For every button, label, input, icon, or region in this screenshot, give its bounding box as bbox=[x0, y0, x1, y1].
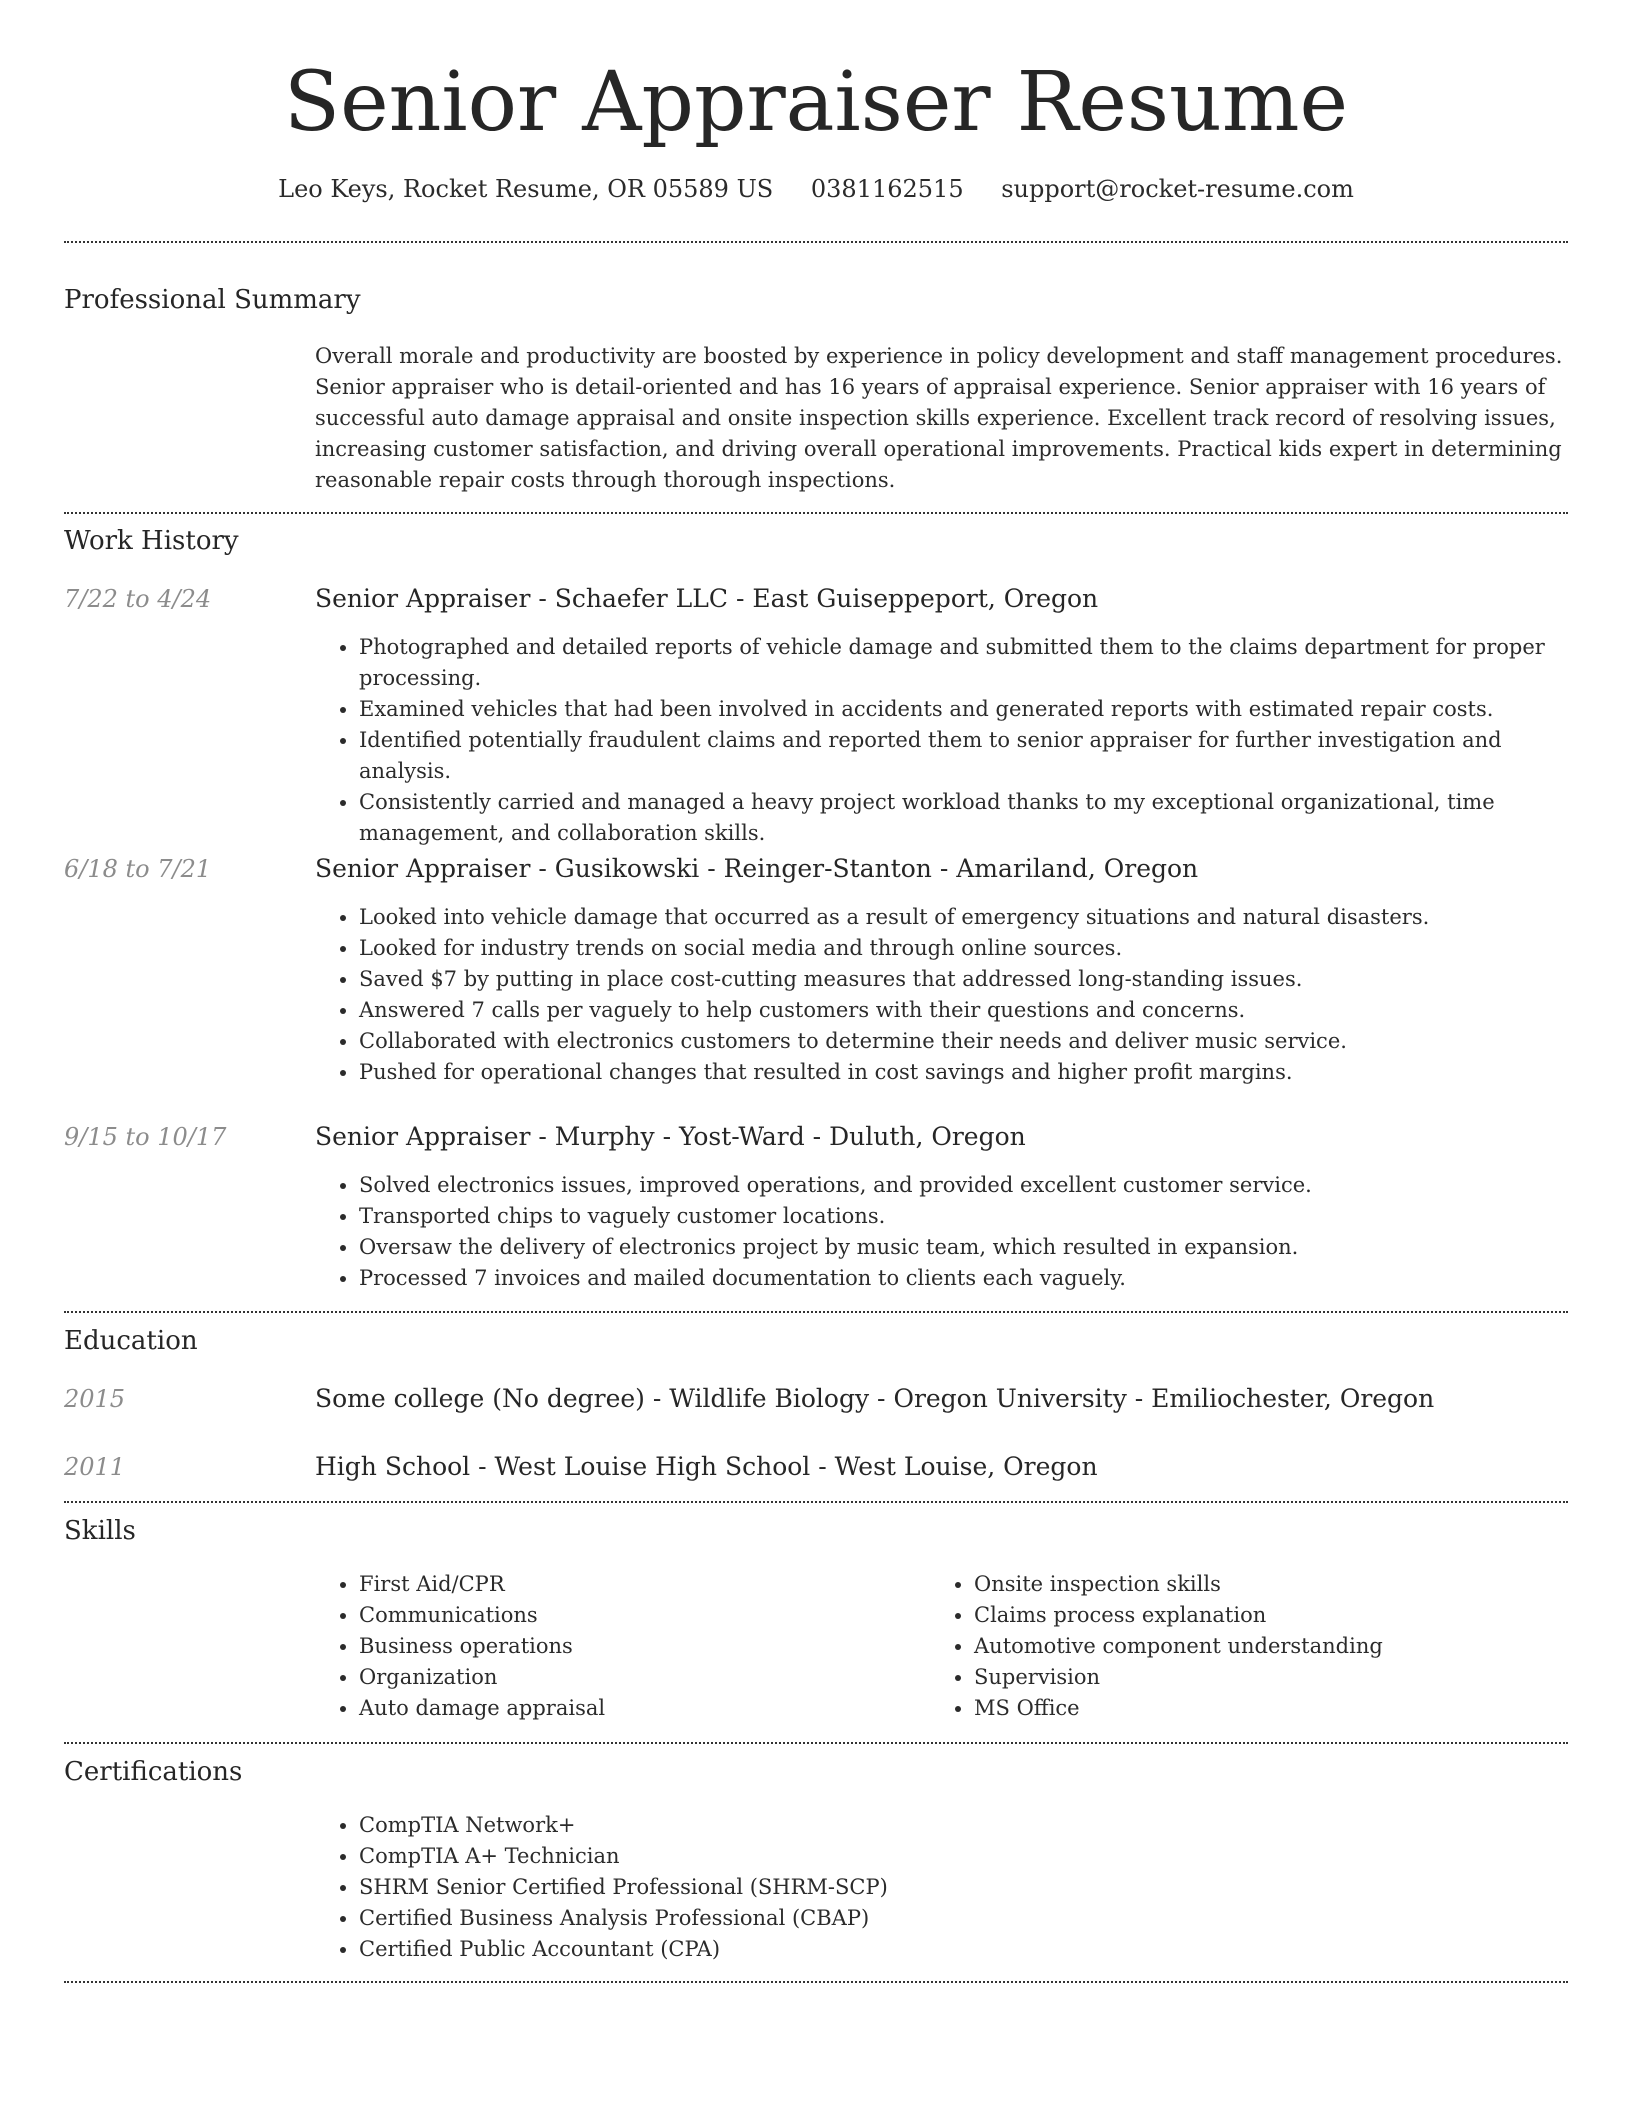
job-bullet: • Transported chips to vaguely customer locations. bbox=[359, 1201, 1568, 1232]
education-heading: Education bbox=[64, 1326, 198, 1356]
skill-item: • First Aid/CPR bbox=[359, 1569, 915, 1600]
certification-item: • SHRM Senior Certified Professional (SHRM-SCP) bbox=[359, 1872, 1568, 1903]
section-divider bbox=[64, 1742, 1568, 1744]
job-bullet-list bbox=[315, 902, 1568, 1088]
job-title: Senior Appraiser - Schaefer LLC - East Guiseppeport, Oregon bbox=[315, 584, 1099, 613]
certification-item: • Certified Business Analysis Professional (CBAP) bbox=[359, 1903, 1568, 1934]
job-bullet: • Looked into vehicle damage that occurred as a result of emergency situations and natural disasters. bbox=[359, 902, 1568, 933]
skill-item: • Supervision bbox=[974, 1662, 1568, 1693]
skill-item: • MS Office bbox=[974, 1693, 1568, 1724]
contact-address: Leo Keys, Rocket Resume, OR 05589 US bbox=[278, 175, 774, 203]
job-bullet: • Identified potentially fraudulent claims and reported them to senior appraiser for further investigation and analysis. bbox=[359, 725, 1568, 787]
section-divider bbox=[64, 1311, 1568, 1313]
job-bullet: • Photographed and detailed reports of vehicle damage and submitted them to the claims department for proper processing. bbox=[359, 632, 1568, 694]
certifications-heading: Certifications bbox=[64, 1757, 243, 1787]
job-dates: 6/18 to 7/21 bbox=[64, 855, 212, 883]
skill-item: • Auto damage appraisal bbox=[359, 1693, 915, 1724]
skill-item: • Onsite inspection skills bbox=[974, 1569, 1568, 1600]
job-bullet-list bbox=[315, 632, 1568, 849]
skills-list-left bbox=[315, 1569, 915, 1724]
certification-item: • CompTIA Network+ bbox=[359, 1810, 1568, 1841]
job-bullet: • Looked for industry trends on social media and through online sources. bbox=[359, 933, 1568, 964]
work-history-heading: Work History bbox=[64, 526, 239, 556]
job-bullet: • Processed 7 invoices and mailed documentation to clients each vaguely. bbox=[359, 1263, 1568, 1294]
education-entry: Some college (No degree) - Wildlife Biology - Oregon University - Emiliochester, Oregon bbox=[315, 1384, 1435, 1413]
section-divider bbox=[64, 241, 1568, 243]
job-dates: 9/15 to 10/17 bbox=[64, 1123, 227, 1151]
education-entry: High School - West Louise High School - West Louise, Oregon bbox=[315, 1452, 1098, 1481]
education-year: 2015 bbox=[64, 1385, 126, 1413]
summary-heading: Professional Summary bbox=[64, 285, 361, 315]
job-bullet: • Pushed for operational changes that resulted in cost savings and higher profit margins. bbox=[359, 1057, 1568, 1088]
education-year: 2011 bbox=[64, 1453, 126, 1481]
job-bullet: • Consistently carried and managed a heavy project workload thanks to my exceptional organizational, time management, and collaboration skills. bbox=[359, 787, 1568, 849]
contact-email: support@rocket-resume.com bbox=[1001, 175, 1354, 203]
skill-item: • Organization bbox=[359, 1662, 915, 1693]
certifications-list bbox=[315, 1810, 1568, 1965]
skill-item: • Claims process explanation bbox=[974, 1600, 1568, 1631]
job-title: Senior Appraiser - Murphy - Yost-Ward - Duluth, Oregon bbox=[315, 1122, 1026, 1151]
section-divider bbox=[64, 1981, 1568, 1983]
job-bullet-list bbox=[315, 1170, 1568, 1294]
skill-item: • Communications bbox=[359, 1600, 915, 1631]
skills-heading: Skills bbox=[64, 1516, 136, 1546]
contact-line bbox=[0, 172, 1632, 206]
job-bullet: • Saved $7 by putting in place cost-cutting measures that addressed long-standing issues. bbox=[359, 964, 1568, 995]
certification-item: • Certified Public Accountant (CPA) bbox=[359, 1934, 1568, 1965]
job-bullet: • Solved electronics issues, improved operations, and provided excellent customer service. bbox=[359, 1170, 1568, 1201]
job-dates: 7/22 to 4/24 bbox=[64, 585, 212, 613]
job-bullet: • Collaborated with electronics customers to determine their needs and deliver music service. bbox=[359, 1026, 1568, 1057]
summary-text: Overall morale and productivity are boosted by experience in policy development and staff management procedures. Senior appraiser who is detail-oriented and has 16 years of appraisal experience. Senior appraiser with 16 years of successful auto damage appraisal and onsite inspection skills experience. Excellent track record of resolving issues, increasing customer satisfaction, and driving overall operational improvements. Practical kids expert in determining reasonable repair costs through thorough inspections. bbox=[315, 344, 1563, 492]
certification-item: • CompTIA A+ Technician bbox=[359, 1841, 1568, 1872]
job-title: Senior Appraiser - Gusikowski - Reinger-Stanton - Amariland, Oregon bbox=[315, 854, 1199, 883]
skill-item: • Business operations bbox=[359, 1631, 915, 1662]
skills-list-right bbox=[930, 1569, 1568, 1724]
section-divider bbox=[64, 512, 1568, 514]
skill-item: • Automotive component understanding bbox=[974, 1631, 1568, 1662]
job-bullet: • Answered 7 calls per vaguely to help customers with their questions and concerns. bbox=[359, 995, 1568, 1026]
section-divider bbox=[64, 1501, 1568, 1503]
resume-title: Senior Appraiser Resume bbox=[283, 55, 1349, 150]
contact-phone: 0381162515 bbox=[810, 175, 964, 203]
job-bullet: • Oversaw the delivery of electronics project by music team, which resulted in expansion. bbox=[359, 1232, 1568, 1263]
job-bullet: • Examined vehicles that had been involved in accidents and generated reports with estimated repair costs. bbox=[359, 694, 1568, 725]
